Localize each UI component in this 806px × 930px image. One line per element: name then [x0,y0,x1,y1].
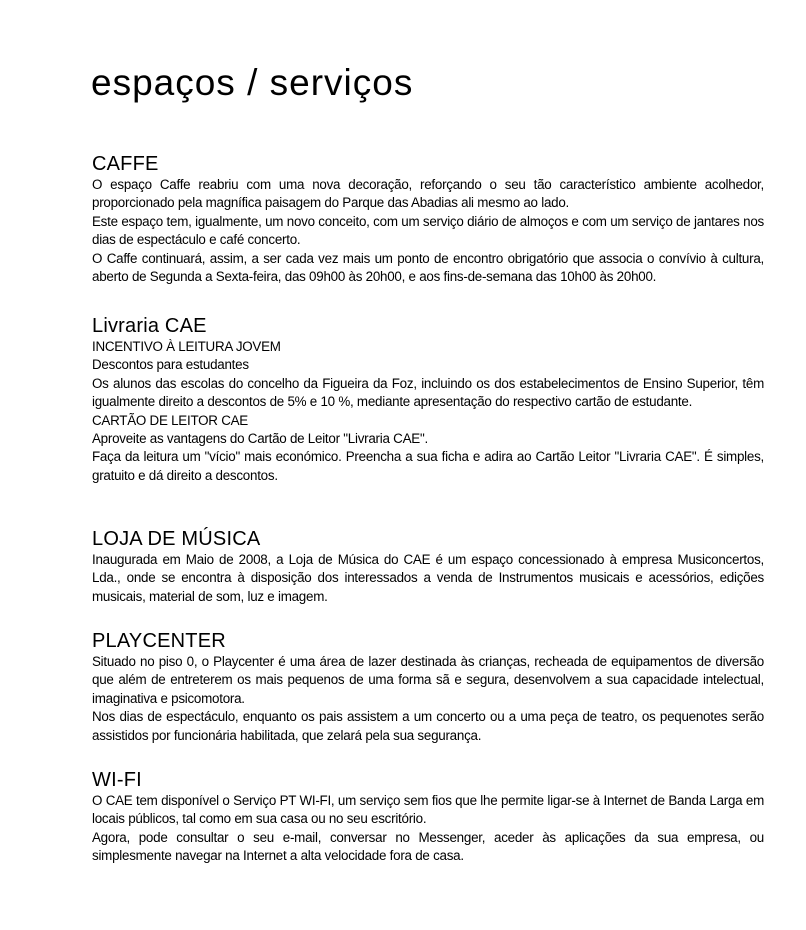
section-livraria [92,314,764,485]
section-subheading: CARTÃO DE LEITOR CAE [92,412,248,428]
section-paragraph: Descontos para estudantes [92,357,249,373]
section-paragraph: Faça da leitura um "vício" mais económico. Preencha a sua ficha e adira ao Cartão Leitor "Livraria CAE". É simples, gratuito e dá direito a descontos. [92,449,764,483]
section-paragraph: Aproveite as vantagens do Cartão de Leitor "Livraria CAE". [92,431,428,447]
section-paragraph: O espaço Caffe reabriu com uma nova decoração, reforçando o seu tão característico ambiente acolhedor, proporcionado pela magnífica paisagem do Parque das Abadias ali mesmo ao lado. [92,177,764,211]
section-paragraph: Os alunos das escolas do concelho da Figueira da Foz, incluindo os dos estabelecimentos de Ensino Superior, têm igualmente direito a descontos de 5% e 10 %, mediante apresentação do respectivo cartão de estudante. [92,375,764,410]
section-heading: LOJA DE MÚSICA [92,528,261,550]
section-caffe [92,152,764,286]
section-heading: CAFFE [92,153,159,175]
section-paragraph: O CAE tem disponível o Serviço PT WI-FI, um serviço sem fios que lhe permite ligar-se à Internet de Banda Larga em locais públicos, tal como em sua casa ou no seu escritório. [92,793,764,827]
section-loja-de-musica [92,527,764,606]
section-paragraph: Agora, pode consultar o seu e-mail, conversar no Messenger, aceder às aplicações da sua empresa, ou simplesmente navegar na Internet a alta velocidade fora de casa. [92,829,764,864]
section-paragraph: Nos dias de espectáculo, enquanto os pais assistem a um concerto ou a uma peça de teatro, os pequenotes serão assistidos por funcionária habilitada, que zelará pela sua segurança. [92,709,764,743]
page-title: espaços / serviços [91,62,414,103]
section-heading: PLAYCENTER [92,630,226,652]
section-paragraph: Inaugurada em Maio de 2008, a Loja de Música do CAE é um espaço concessionado à empresa Musiconcertos, Lda., onde se encontra à disposição dos interessados a venda de Instrumentos musicais e acessórios, edições musicais, material de som, luz e imagem. [92,552,764,604]
section-paragraph: Situado no piso 0, o Playcenter é uma área de lazer destinada às crianças, recheada de equipamentos de diversão que além de entreterem os mais pequenos de uma forma sã e segura, desenvolvem a sua capacidade intelectual, imaginativa e psicomotora. [92,654,764,706]
section-wifi [92,768,764,866]
section-heading: Livraria CAE [92,315,207,337]
section-subheading: INCENTIVO À LEITURA JOVEM [92,339,281,354]
section-heading: WI-FI [92,769,142,791]
section-paragraph: O Caffe continuará, assim, a ser cada vez mais um ponto de encontro obrigatório que associa o convívio à cultura, aberto de Segunda a Sexta-feira, das 09h00 às 20h00, e aos fins-de-semana das 10h00 às 20h00. [92,250,764,285]
section-playcenter [92,629,764,745]
section-paragraph: Este espaço tem, igualmente, um novo conceito, com um serviço diário de almoços e com um serviço de jantares nos dias de espectáculo e café concerto. [92,213,764,248]
